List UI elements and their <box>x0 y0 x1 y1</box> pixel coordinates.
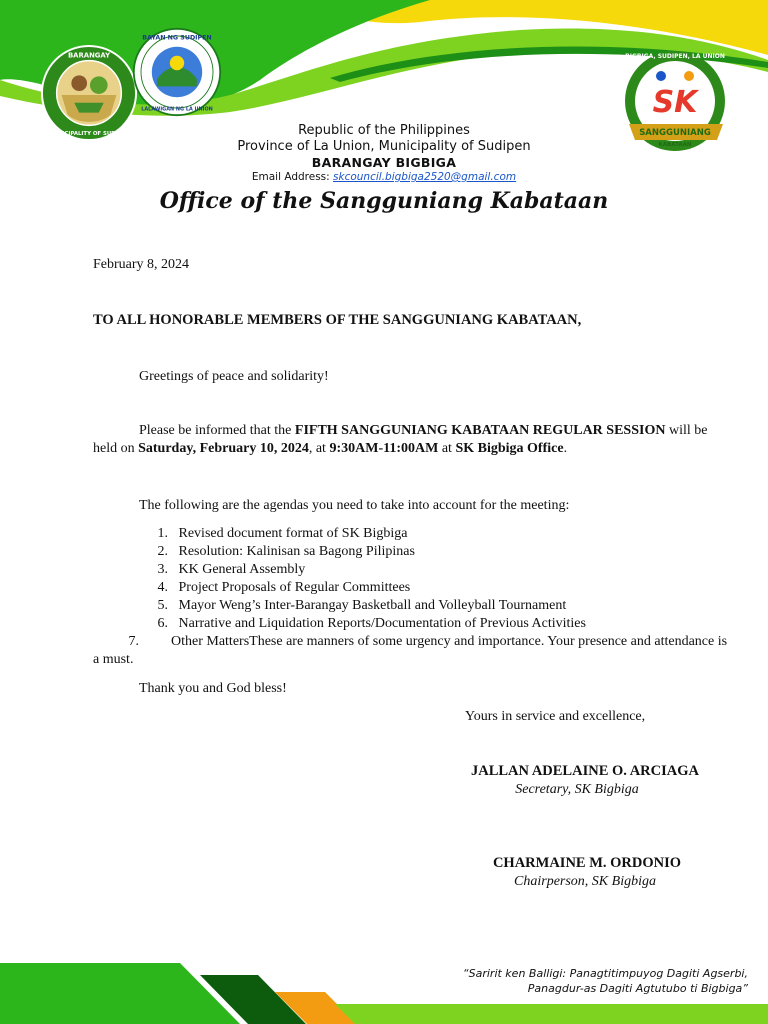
para-text: at <box>438 441 456 456</box>
office-title: Office of the Sangguniang Kabataan <box>159 188 609 214</box>
chairperson-name: CHARMAINE M. ORDONIO <box>492 855 682 871</box>
agenda-intro: The following are the agendas you need to take into account for the meeting: <box>139 498 570 513</box>
footer-green-block <box>0 963 240 1024</box>
agenda-number: 6. <box>157 616 168 631</box>
thanks-line: Thank you and God bless! <box>139 681 287 696</box>
seal-top-text: BARANGAY <box>67 51 111 60</box>
session-time: 9:30AM-11:00AM <box>329 441 439 456</box>
sk-banner-text: SANGGUNIANG <box>639 128 711 138</box>
list-item <box>138 615 586 633</box>
agenda-text: Resolution: Kalinisan sa Bagong Pilipinas <box>178 544 415 559</box>
chairperson-role: Chairperson, SK Bigbiga <box>514 874 656 889</box>
motto-line-2: Panagdur-as Dagiti Agtutubo ti Bigbiga” <box>527 982 748 995</box>
agenda-number: 3. <box>157 562 168 577</box>
list-item <box>138 561 586 579</box>
list-item <box>138 525 586 543</box>
agenda-text: Revised document format of SK Bigbiga <box>178 526 408 541</box>
email-line <box>0 171 768 183</box>
motto-line-1: “Saririt ken Balligi: Panagtitimpuyog Dagiti Agserbi, <box>462 967 748 980</box>
sudipen-bottom-text: LALAWIGAN NG LA UNION <box>141 106 213 113</box>
agenda-number: 4. <box>157 580 168 595</box>
sudipen-seal-icon <box>132 27 222 117</box>
sk-letters: SK <box>652 85 698 120</box>
email-label: Email Address: <box>251 171 330 183</box>
para-text: Please be informed that the <box>139 423 295 438</box>
agenda-text: Project Proposals of Regular Committees <box>178 580 411 595</box>
session-date: Saturday, February 10, 2024 <box>138 441 309 456</box>
sk-banner-text-2: KABATAAN <box>658 142 692 148</box>
greeting: Greetings of peace and solidarity! <box>139 369 329 384</box>
agenda-number: 1. <box>157 526 168 541</box>
agenda-number: 7. <box>128 634 139 649</box>
republic-line: Republic of the Philippines <box>298 123 470 138</box>
seal-bottom-text: MUNICIPALITY OF SUDIPEN <box>48 131 130 138</box>
para-text: , at <box>308 441 330 456</box>
closing-line: Yours in service and excellence, <box>465 709 646 724</box>
footer-green-band <box>335 1004 768 1024</box>
agenda-number: 2. <box>157 544 168 559</box>
agenda-list <box>138 525 586 633</box>
agenda-item-7 <box>93 633 733 669</box>
session-venue: SK Bigbiga Office <box>455 441 564 456</box>
agenda-text: Other MattersThese are manners of some urgency and importance. Your presence and attendance is a must. <box>93 634 728 667</box>
letter-date: February 8, 2024 <box>93 257 190 272</box>
agenda-number: 5. <box>157 598 168 613</box>
motto <box>463 966 748 996</box>
session-paragraph <box>93 422 733 458</box>
session-name: FIFTH SANGGUNIANG KABATAAN REGULAR SESSION <box>294 423 666 438</box>
agenda-text: Mayor Weng’s Inter-Barangay Basketball and Volleyball Tournament <box>178 598 567 613</box>
secretary-name: JALLAN ADELAINE O. ARCIAGA <box>470 763 699 779</box>
salutation: TO ALL HONORABLE MEMBERS OF THE SANGGUNIANG KABATAAN, <box>93 312 582 328</box>
list-item <box>138 597 586 615</box>
agenda-text: Narrative and Liquidation Reports/Documentation of Previous Activities <box>178 616 586 631</box>
para-text: . <box>563 441 568 456</box>
email-link[interactable]: skcouncil.bigbiga2520@gmail.com <box>333 171 517 183</box>
sk-seal-top-text: BIGBIGA, SUDIPEN, LA UNION <box>625 53 725 60</box>
list-item <box>138 579 586 597</box>
sudipen-top-text: BAYAN NG SUDIPEN <box>142 34 212 42</box>
secretary-role: Secretary, SK Bigbiga <box>515 782 639 797</box>
agenda-text: KK General Assembly <box>178 562 306 577</box>
list-item <box>138 543 586 561</box>
barangay-line: BARANGAY BIGBIGA <box>311 155 457 170</box>
para-text: will be held on <box>93 423 708 456</box>
province-line: Province of La Union, Municipality of Sudipen <box>237 139 531 154</box>
